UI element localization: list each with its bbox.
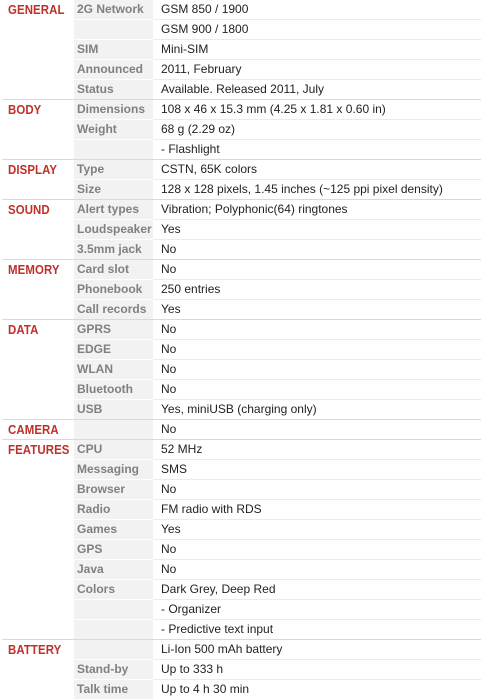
- spec-row: [2, 600, 481, 620]
- spec-value: No: [153, 380, 481, 400]
- section-title-memory: [2, 260, 74, 320]
- spec-row: [2, 160, 481, 180]
- spec-row: [2, 240, 481, 260]
- spec-value: FM radio with RDS: [153, 500, 481, 520]
- spec-row: [2, 340, 481, 360]
- spec-value: No: [153, 320, 481, 340]
- spec-value: 128 x 128 pixels, 1.45 inches (~125 ppi pixel density): [153, 180, 481, 200]
- spec-row: [2, 80, 481, 100]
- spec-value: 68 g (2.29 oz): [153, 120, 481, 140]
- spec-value: Li-Ion 500 mAh battery: [153, 640, 481, 660]
- spec-row: [2, 120, 481, 140]
- spec-row: [2, 60, 481, 80]
- section-title-text: SOUND: [8, 200, 50, 219]
- spec-label: [74, 140, 153, 160]
- spec-label: Messaging: [74, 460, 153, 480]
- spec-sheet: [2, 0, 481, 699]
- spec-label: Announced: [74, 60, 153, 80]
- spec-value: No: [153, 480, 481, 500]
- spec-label: Bluetooth: [74, 380, 153, 400]
- spec-label: GPRS: [74, 320, 153, 340]
- section-title-text: DATA: [8, 320, 38, 339]
- spec-label: Size: [74, 180, 153, 200]
- section-title-text: GENERAL: [8, 0, 65, 19]
- spec-row: [2, 640, 481, 660]
- spec-value: GSM 850 / 1900: [153, 0, 481, 20]
- spec-label: Talk time: [74, 680, 153, 699]
- spec-label: USB: [74, 400, 153, 420]
- spec-row: [2, 580, 481, 600]
- spec-value: No: [153, 540, 481, 560]
- spec-label: CPU: [74, 440, 153, 460]
- spec-label: Phonebook: [74, 280, 153, 300]
- spec-label: Type: [74, 160, 153, 180]
- spec-label: [74, 620, 153, 640]
- spec-label: Radio: [74, 500, 153, 520]
- spec-label: [74, 600, 153, 620]
- spec-row: [2, 400, 481, 420]
- spec-value: 2011, February: [153, 60, 481, 80]
- spec-row: [2, 360, 481, 380]
- spec-label: SIM: [74, 40, 153, 60]
- spec-value: Available. Released 2011, July: [153, 80, 481, 100]
- spec-value: No: [153, 420, 481, 440]
- section-title-display: [2, 160, 74, 200]
- spec-row: [2, 260, 481, 280]
- spec-value: - Predictive text input: [153, 620, 481, 640]
- spec-row: [2, 540, 481, 560]
- spec-label: EDGE: [74, 340, 153, 360]
- section-title-features: [2, 440, 74, 640]
- spec-value: CSTN, 65K colors: [153, 160, 481, 180]
- spec-row: [2, 180, 481, 200]
- section-title-battery: [2, 640, 74, 699]
- section-title-camera: [2, 420, 74, 440]
- spec-label: [74, 20, 153, 40]
- spec-label: 2G Network: [74, 0, 153, 20]
- spec-row: [2, 560, 481, 580]
- spec-value: No: [153, 260, 481, 280]
- spec-row: [2, 320, 481, 340]
- spec-value: 250 entries: [153, 280, 481, 300]
- spec-value: Vibration; Polyphonic(64) ringtones: [153, 200, 481, 220]
- spec-label: [74, 420, 153, 440]
- spec-value: No: [153, 340, 481, 360]
- spec-value: Up to 4 h 30 min: [153, 680, 481, 699]
- spec-label: Weight: [74, 120, 153, 140]
- spec-value: Yes: [153, 220, 481, 240]
- spec-row: [2, 220, 481, 240]
- spec-value: Yes: [153, 520, 481, 540]
- spec-row: [2, 680, 481, 699]
- spec-row: [2, 100, 481, 120]
- spec-label: 3.5mm jack: [74, 240, 153, 260]
- spec-value: No: [153, 360, 481, 380]
- spec-value: 108 x 46 x 15.3 mm (4.25 x 1.81 x 0.60 in): [153, 100, 481, 120]
- spec-label: [74, 640, 153, 660]
- spec-row: [2, 280, 481, 300]
- spec-row: [2, 500, 481, 520]
- section-title-sound: [2, 200, 74, 260]
- spec-label: WLAN: [74, 360, 153, 380]
- spec-label: Loudspeaker: [74, 220, 153, 240]
- spec-value: Yes: [153, 300, 481, 320]
- spec-value: - Flashlight: [153, 140, 481, 160]
- spec-label: Stand-by: [74, 660, 153, 680]
- spec-label: GPS: [74, 540, 153, 560]
- spec-value: SMS: [153, 460, 481, 480]
- spec-row: [2, 480, 481, 500]
- section-title-text: FEATURES: [8, 440, 70, 459]
- spec-value: Yes, miniUSB (charging only): [153, 400, 481, 420]
- section-title-data: [2, 320, 74, 420]
- spec-row: [2, 300, 481, 320]
- spec-label: Alert types: [74, 200, 153, 220]
- spec-row: [2, 140, 481, 160]
- spec-label: Dimensions: [74, 100, 153, 120]
- section-title-text: DISPLAY: [8, 160, 57, 179]
- spec-value: Up to 333 h: [153, 660, 481, 680]
- spec-row: [2, 440, 481, 460]
- section-title-text: CAMERA: [8, 420, 59, 439]
- spec-value: No: [153, 240, 481, 260]
- spec-value: GSM 900 / 1800: [153, 20, 481, 40]
- spec-label: Browser: [74, 480, 153, 500]
- spec-row: [2, 40, 481, 60]
- spec-label: Colors: [74, 580, 153, 600]
- spec-table: [2, 0, 481, 699]
- spec-row: [2, 200, 481, 220]
- spec-value: Dark Grey, Deep Red: [153, 580, 481, 600]
- spec-label: Games: [74, 520, 153, 540]
- spec-value: 52 MHz: [153, 440, 481, 460]
- spec-label: Call records: [74, 300, 153, 320]
- section-title-text: MEMORY: [8, 260, 60, 279]
- spec-row: [2, 420, 481, 440]
- section-title-general: [2, 0, 74, 100]
- spec-row: [2, 380, 481, 400]
- section-title-text: BODY: [8, 100, 41, 119]
- section-title-text: BATTERY: [8, 640, 61, 659]
- spec-label: Card slot: [74, 260, 153, 280]
- spec-label: Java: [74, 560, 153, 580]
- spec-value: - Organizer: [153, 600, 481, 620]
- spec-value: Mini-SIM: [153, 40, 481, 60]
- spec-label: Status: [74, 80, 153, 100]
- spec-row: [2, 460, 481, 480]
- spec-row: [2, 660, 481, 680]
- section-title-body: [2, 100, 74, 160]
- spec-row: [2, 520, 481, 540]
- spec-row: [2, 0, 481, 20]
- spec-row: [2, 620, 481, 640]
- spec-row: [2, 20, 481, 40]
- spec-value: No: [153, 560, 481, 580]
